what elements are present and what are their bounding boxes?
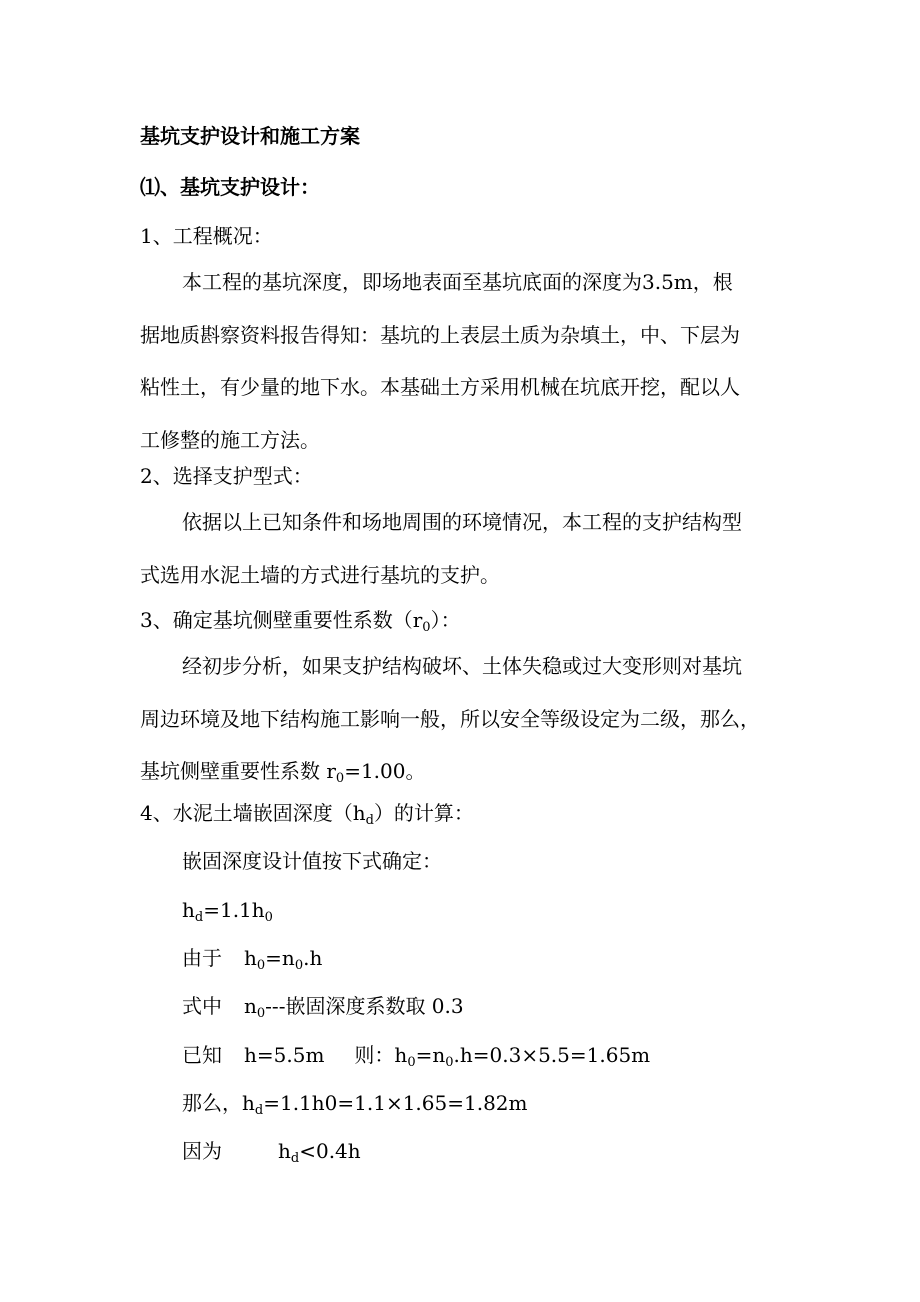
formula-text: n [244, 994, 257, 1018]
paragraph-line [140, 745, 780, 798]
subscript: 0 [422, 620, 431, 635]
formula-text: 则：h [354, 1043, 408, 1067]
paragraph-line: 经初步分析，如果支护结构破坏、土体失稳或过大变形则对基坑 [182, 654, 742, 678]
subscript: d [290, 1151, 300, 1166]
subscript: 0 [445, 1055, 454, 1070]
formula-text: ---嵌固深度系数取 0.3 [265, 994, 464, 1018]
subscript: d [194, 910, 204, 925]
section-heading: ⑴、基坑支护设计： [140, 175, 320, 199]
paragraph-project-overview [140, 256, 780, 466]
formula-text: h [182, 898, 195, 922]
heading-project-overview: 1、工程概况： [140, 224, 273, 248]
formula-text: 那么，h [182, 1091, 255, 1115]
subscript: d [365, 813, 374, 828]
subscript: 0 [407, 1055, 416, 1070]
formula-text: h=5.5m [244, 1043, 325, 1067]
formula-text: =1.1h [203, 898, 265, 922]
formula-h0-calculation [182, 1042, 650, 1068]
formula-text: h [278, 1139, 291, 1163]
heading-importance-factor [140, 607, 461, 633]
formula-text: .h [303, 946, 323, 970]
formula-hd [182, 897, 273, 923]
formula-text: <0.4h [299, 1139, 361, 1163]
formula-label: 由于 [182, 946, 222, 970]
subscript: d [254, 1103, 264, 1118]
paragraph-line: 周边环境及地下结构施工影响一般，所以安全等级设定为二级，那么， [140, 706, 760, 731]
heading-support-type: 2、选择支护型式： [140, 464, 313, 488]
formula-text: .h=0.3×5.5=1.65m [453, 1043, 651, 1067]
subscript: 0 [335, 771, 345, 786]
paragraph-importance-factor [140, 640, 780, 798]
formula-hd-condition [182, 1138, 361, 1164]
heading-embedment-depth [140, 800, 474, 826]
paragraph-line: 工修整的施工方法。 [140, 427, 320, 452]
paragraph-line: 据地质斟察资料报告得知：基坑的上表层土质为杂填土，中、下层为 [140, 322, 740, 347]
formula-text: =1.1h0=1.1×1.65=1.82m [263, 1091, 528, 1115]
formula-intro: 嵌固深度设计值按下式确定： [182, 849, 442, 873]
formula-text: =n [265, 946, 295, 970]
subscript: 0 [256, 1006, 266, 1021]
subscript: 0 [294, 958, 304, 973]
formula-label: 式中 [182, 994, 222, 1018]
formula-text: h [244, 946, 257, 970]
paragraph-text: =1.00。 [344, 759, 426, 783]
formula-n0-definition [182, 993, 464, 1019]
heading-text: ）： [430, 608, 461, 632]
heading-text: 4、水泥土墙嵌固深度（h [140, 801, 366, 825]
document-title: 基坑支护设计和施工方案 [140, 124, 360, 148]
paragraph-line: 依据以上已知条件和场地周围的环境情况，本工程的支护结构型 [182, 510, 742, 534]
subscript: 0 [264, 910, 273, 925]
heading-text: 3、确定基坑侧壁重要性系数（r [140, 608, 423, 632]
formula-text: =n [415, 1043, 446, 1067]
paragraph-line: 式选用水泥土墙的方式进行基坑的支护。 [140, 562, 500, 587]
subscript: 0 [256, 958, 266, 973]
formula-label: 已知 [182, 1043, 222, 1067]
paragraph-line: 本工程的基坑深度，即场地表面至基坑底面的深度为3.5m，根 [182, 270, 733, 294]
formula-hd-calculation [182, 1090, 528, 1116]
formula-label: 因为 [182, 1139, 222, 1163]
formula-h0 [182, 945, 322, 971]
heading-text: ）的计算： [373, 801, 474, 825]
paragraph-text: 基坑侧壁重要性系数 r [140, 759, 336, 783]
paragraph-line: 粘性土，有少量的地下水。本基础土方采用机械在坑底开挖，配以人 [140, 375, 740, 399]
paragraph-support-type [140, 496, 780, 601]
